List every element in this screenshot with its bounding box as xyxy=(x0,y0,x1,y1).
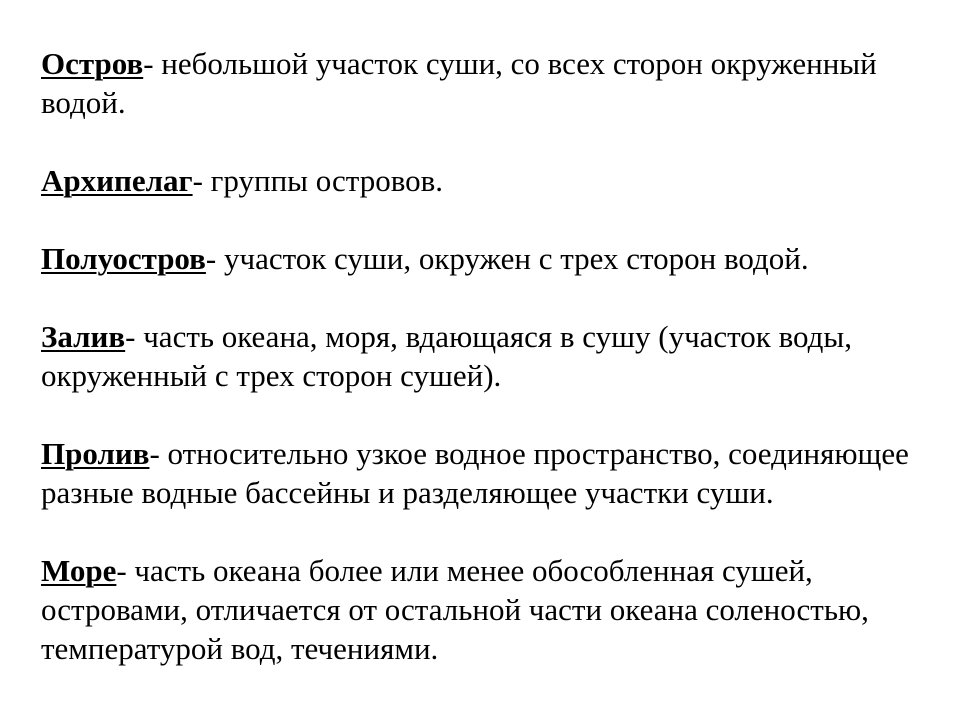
definition-term: Полуостров xyxy=(41,241,206,276)
definition-archipelago xyxy=(41,161,921,200)
definition-term: Залив xyxy=(41,319,126,354)
definition-text: - участок суши, окружен с трех сторон водой. xyxy=(205,241,809,276)
definition-text: - часть океана более или менее обособленная сушей, островами, отличается от остальной части океана соленостью, температурой вод, течениями. xyxy=(41,553,869,666)
definition-text: - часть океана, моря, вдающаяся в сушу (участок воды, окруженный с трех сторон сушей). xyxy=(41,319,853,393)
definition-term: Пролив xyxy=(41,436,150,471)
definition-text: - небольшой участок суши, со всех сторон окруженный водой. xyxy=(41,46,877,120)
slide-content xyxy=(41,44,921,668)
definition-text: - относительно узкое водное пространство, соединяющее разные водные бассейны и разделяющее участки суши. xyxy=(41,436,909,510)
definition-sea xyxy=(41,551,921,668)
definition-term: Архипелаг xyxy=(41,163,193,198)
definition-peninsula xyxy=(41,239,921,278)
definition-bay xyxy=(41,317,921,395)
definition-strait xyxy=(41,434,921,512)
definition-text: - группы островов. xyxy=(192,163,444,198)
definition-island xyxy=(41,44,921,122)
definition-term: Остров xyxy=(41,46,144,81)
definition-term: Море xyxy=(41,553,117,588)
